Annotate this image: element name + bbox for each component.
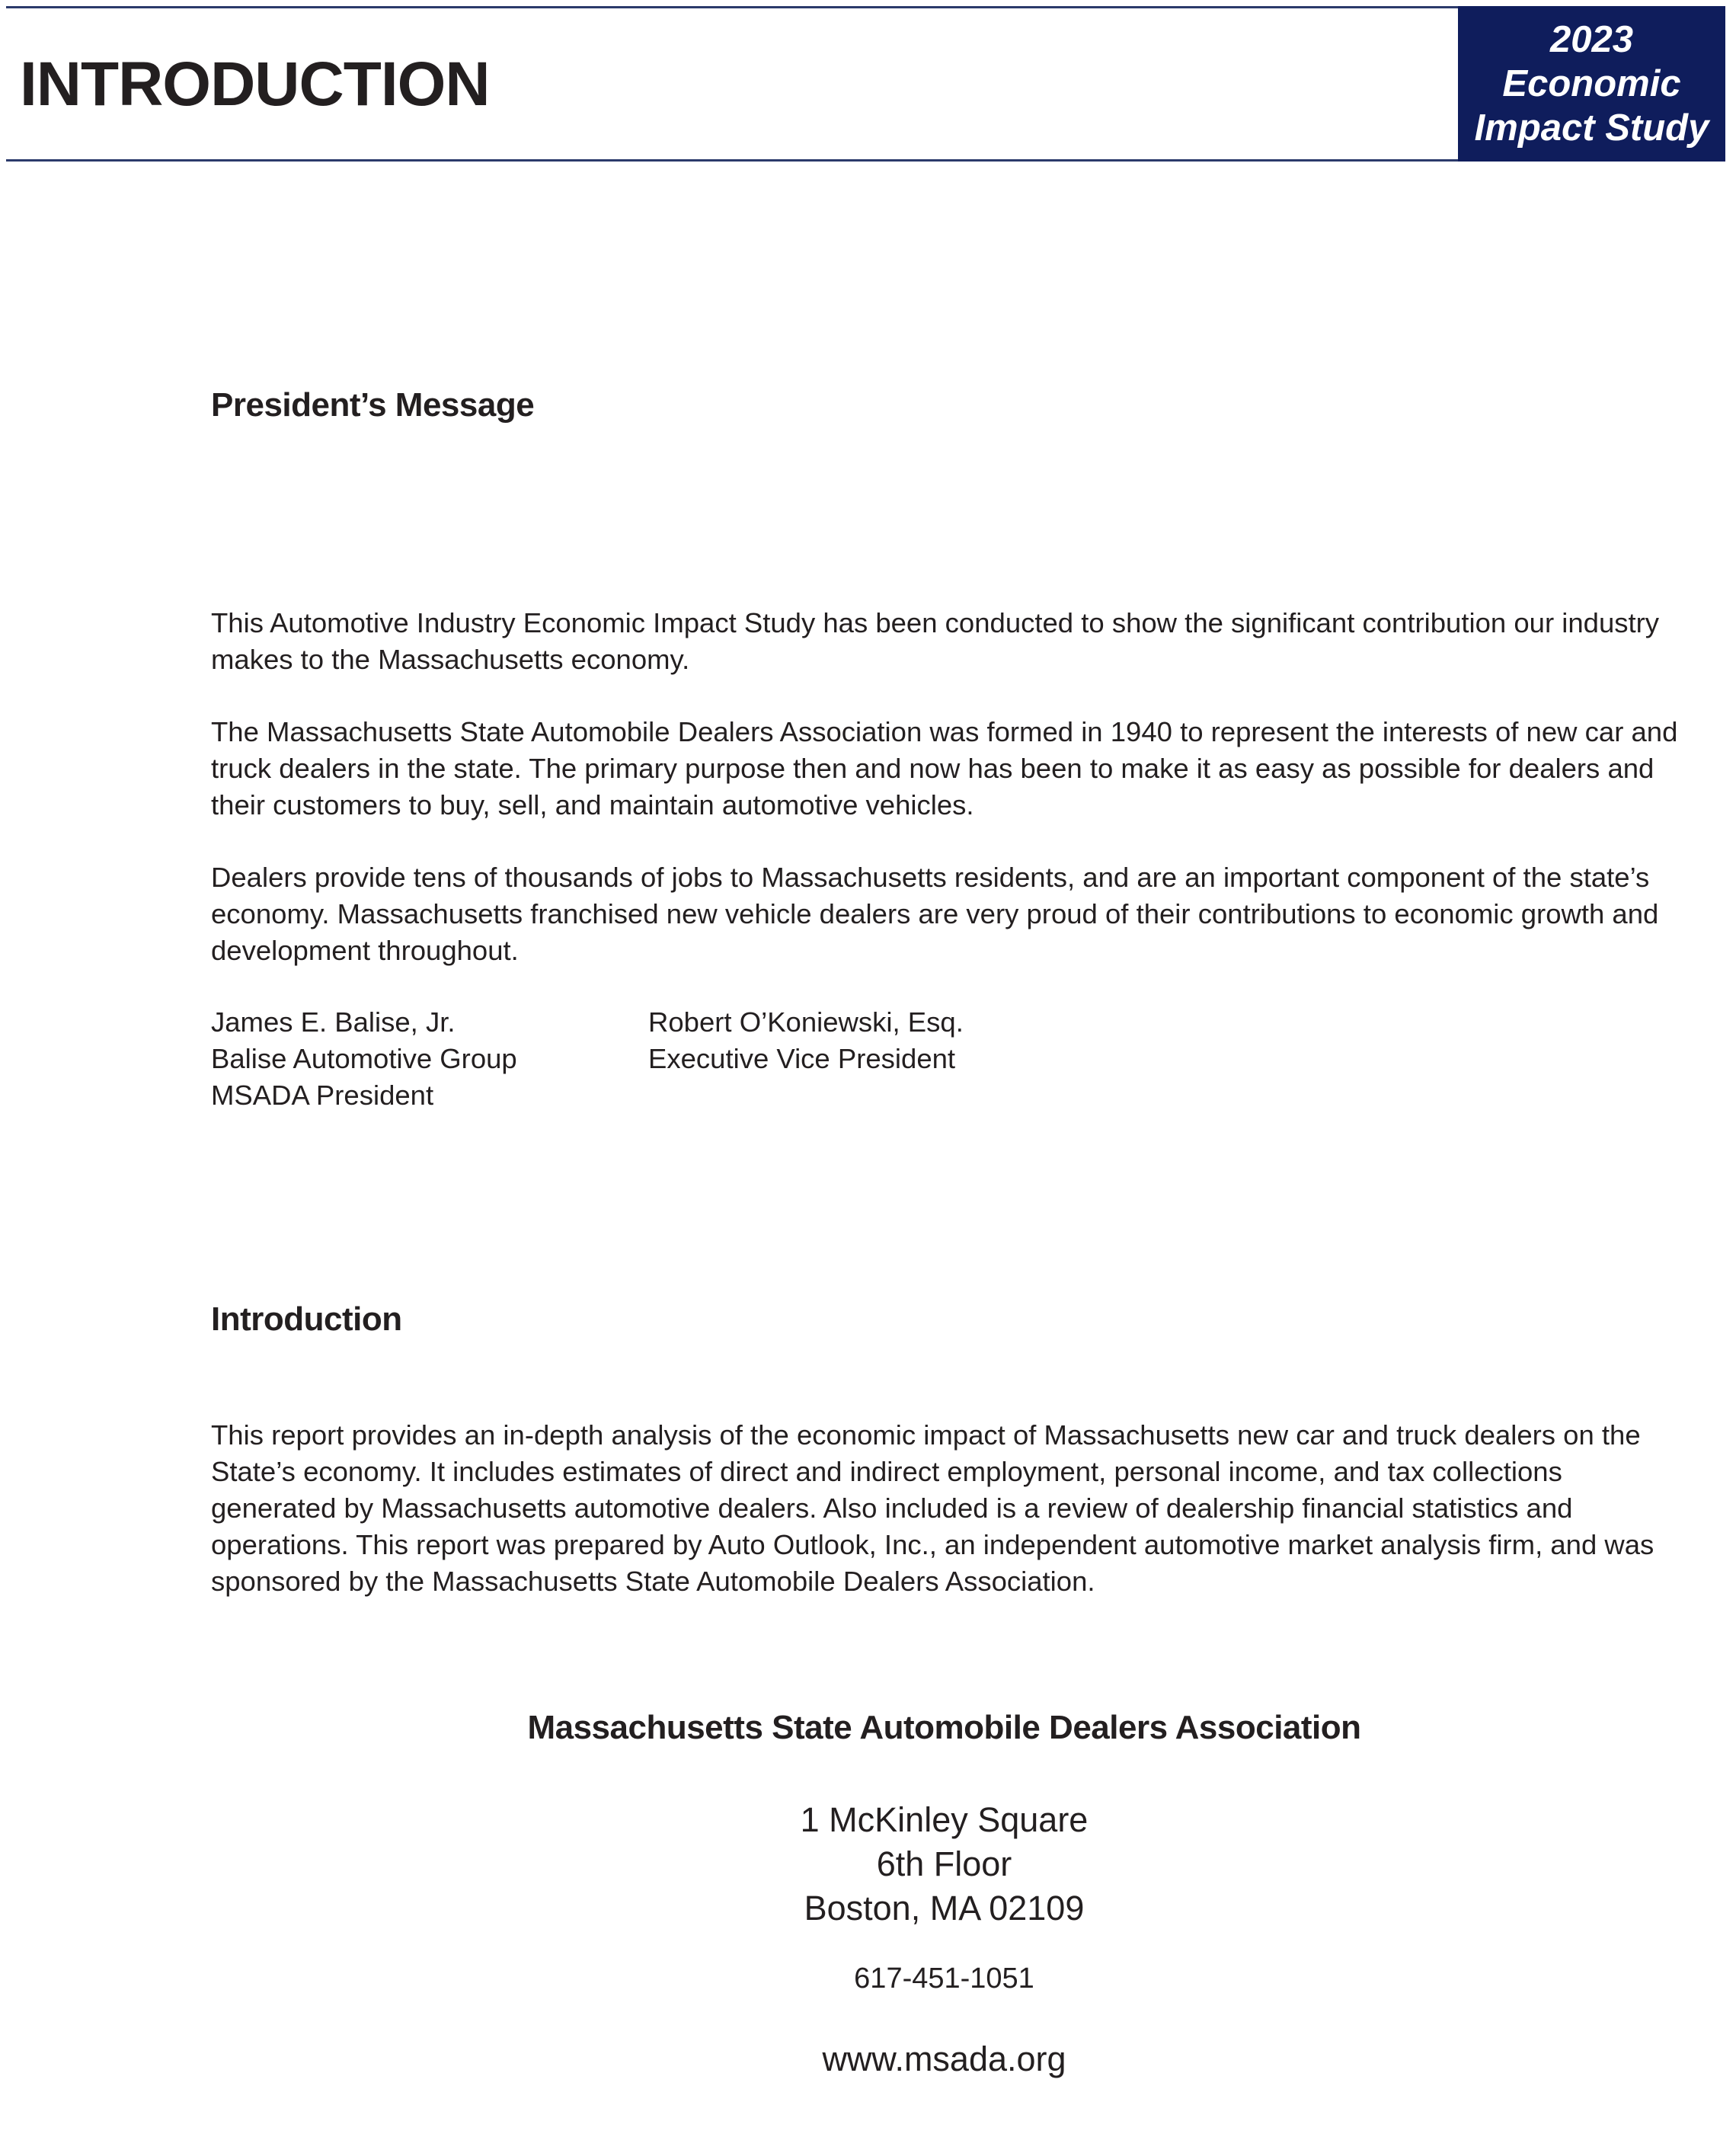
introduction-paragraph: This report provides an in-depth analysis of the economic impact of Massachusetts new car and truck dealers on the State’s economy. It includes estimates of direct and indirect employment, personal income, and tax collections generated by Massachusetts automotive dealers. Also included is a review of dealership financial statistics and operations. This report was prepared by Auto Outlook, Inc., an independent automotive market analysis firm, and was sponsored by the Massachusetts State Automobile Dealers Association. <box>211 1419 1654 1597</box>
presidents-message-paragraph-1: This Automotive Industry Economic Impact Study has been conducted to show the significant contribution our industry makes to the Massachusetts economy. <box>211 607 1660 675</box>
badge-year: 2023 <box>1549 19 1633 60</box>
signatory-evp <box>648 1004 964 1077</box>
presidents-message-paragraph-2: The Massachusetts State Automobile Dealers Association was formed in 1940 to represent the interests of new car and truck dealers in the state. The primary purpose then and now has been to make it as easy as possible for dealers and their customers to buy, sell, and maintain automotive vehicles. <box>211 716 1678 821</box>
footer-phone: 617-451-1051 <box>854 1963 1034 1995</box>
page-title: INTRODUCTION <box>20 50 490 119</box>
footer-address-line-3: Boston, MA 02109 <box>804 1889 1085 1927</box>
header-bottom-rule <box>6 159 1464 162</box>
signatory-evp-title: Executive Vice President <box>648 1043 956 1074</box>
footer-address <box>114 1798 1736 1931</box>
footer-website: www.msada.org <box>822 2039 1066 2078</box>
badge-line-impact-study: Impact Study <box>1474 107 1709 149</box>
presidents-message-heading: President’s Message <box>211 386 535 424</box>
footer-address-line-2: 6th Floor <box>876 1844 1012 1883</box>
signatory-president-company: Balise Automotive Group <box>211 1043 517 1074</box>
signatory-evp-name: Robert O’Koniewski, Esq. <box>648 1006 964 1038</box>
footer-address-line-1: 1 McKinley Square <box>800 1800 1089 1839</box>
signatory-president <box>211 1004 517 1114</box>
page-header <box>0 0 1736 168</box>
introduction-heading: Introduction <box>211 1300 402 1338</box>
signatory-president-name: James E. Balise, Jr. <box>211 1006 456 1038</box>
header-top-rule <box>6 6 1464 8</box>
presidents-message-paragraph-3: Dealers provide tens of thousands of jobs to Massachusetts residents, and are an important component of the state’s economy. Massachusetts franchised new vehicle dealers are very proud of their contributions to economic growth and development throughout. <box>211 862 1659 966</box>
signatory-president-title: MSADA President <box>211 1080 434 1111</box>
study-badge <box>1458 6 1725 162</box>
footer-organization: Massachusetts State Automobile Dealers Association <box>527 1709 1361 1746</box>
badge-line-economic: Economic <box>1502 63 1681 104</box>
